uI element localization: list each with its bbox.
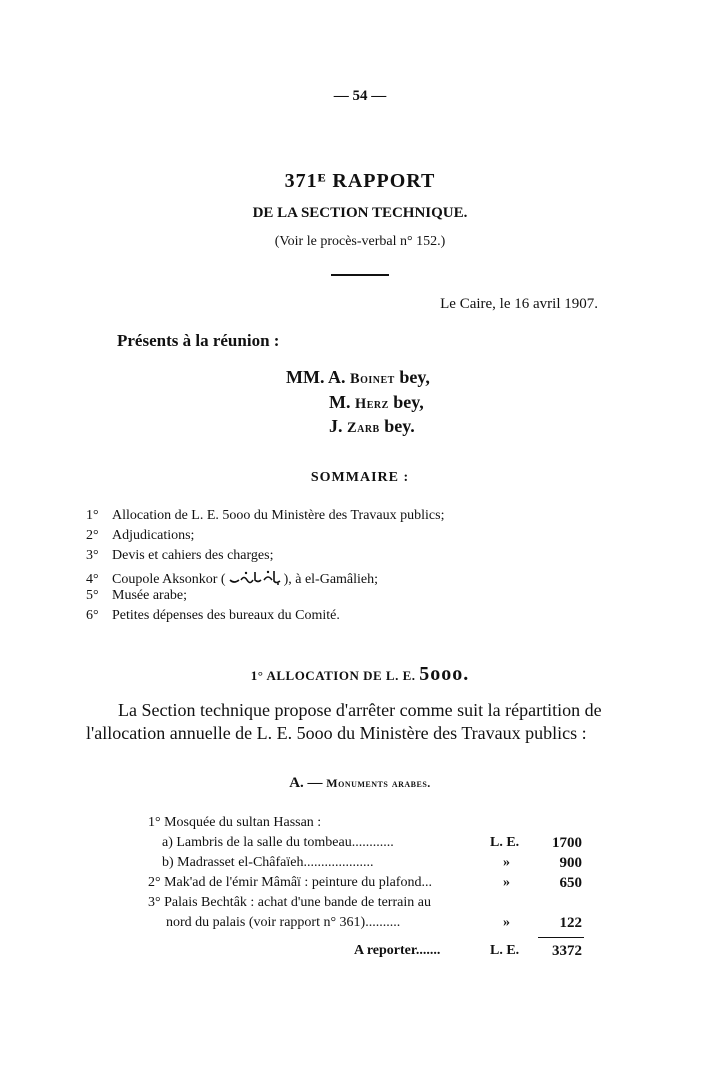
sommaire-title: SOMMAIRE : <box>310 470 410 485</box>
member-zarb: J. Zarb bey. <box>329 416 415 436</box>
table-row: b) Madrasset el-Châfaïeh.................... » 900 <box>162 855 582 871</box>
sommaire-item: 1° Allocation de L. E. 5ooo du Ministère des Travaux publics; <box>86 508 445 523</box>
title-divider <box>331 274 389 276</box>
table-row: nord du palais (voir rapport n° 361).......... » 122 <box>166 915 582 931</box>
table-row: a) Lambris de la salle du tombeau............ L. E. 1700 <box>162 835 582 851</box>
sommaire-item: 4° Coupole Aksonkor ( ), à el-Gamâlieh; <box>86 568 378 588</box>
subsection-heading: A. — Monuments arabes. <box>289 775 431 791</box>
sommaire-item: 6° Petites dépenses des bureaux du Comité. <box>86 608 340 623</box>
member-herz: M. Herz bey, <box>329 392 424 412</box>
report-subtitle: DE LA SECTION TECHNIQUE. <box>252 205 468 221</box>
report-title: 371ᴱ RAPPORT <box>284 170 436 192</box>
sommaire-item: 3° Devis et cahiers des charges; <box>86 548 274 563</box>
total-row: A reporter....... L. E. 3372 <box>354 943 582 959</box>
table-row: 2° Mak'ad de l'émir Mâmâï : peinture du plafond... » 650 <box>148 875 582 891</box>
arabic-inscription-icon <box>226 568 284 586</box>
sommaire-item: 5° Musée arabe; <box>86 588 188 603</box>
page-number: — 54 — <box>333 88 387 104</box>
sommaire-item: 2° Adjudications; <box>86 528 195 543</box>
table-row: 1° Mosquée du sultan Hassan : <box>148 815 322 830</box>
member-boinet: MM. A. Boinet bey, <box>286 367 430 387</box>
sum-divider <box>538 937 584 938</box>
table-row: 3° Palais Bechtâk : achat d'une bande de terrain au <box>148 895 431 910</box>
paragraph-line-1: La Section technique propose d'arrêter comme suit la répartition de <box>118 700 602 720</box>
paragraph-line-2: l'allocation annuelle de L. E. 5ooo du Ministère des Travaux publics : <box>86 723 587 743</box>
attendance-label: Présents à la réunion : <box>117 331 280 350</box>
dateline: Le Caire, le 16 avril 1907. <box>440 296 598 312</box>
section-heading: 1° ALLOCATION DE L. E. 5ooo. <box>250 663 470 685</box>
proces-verbal-reference: (Voir le procès-verbal n° 152.) <box>274 234 446 249</box>
